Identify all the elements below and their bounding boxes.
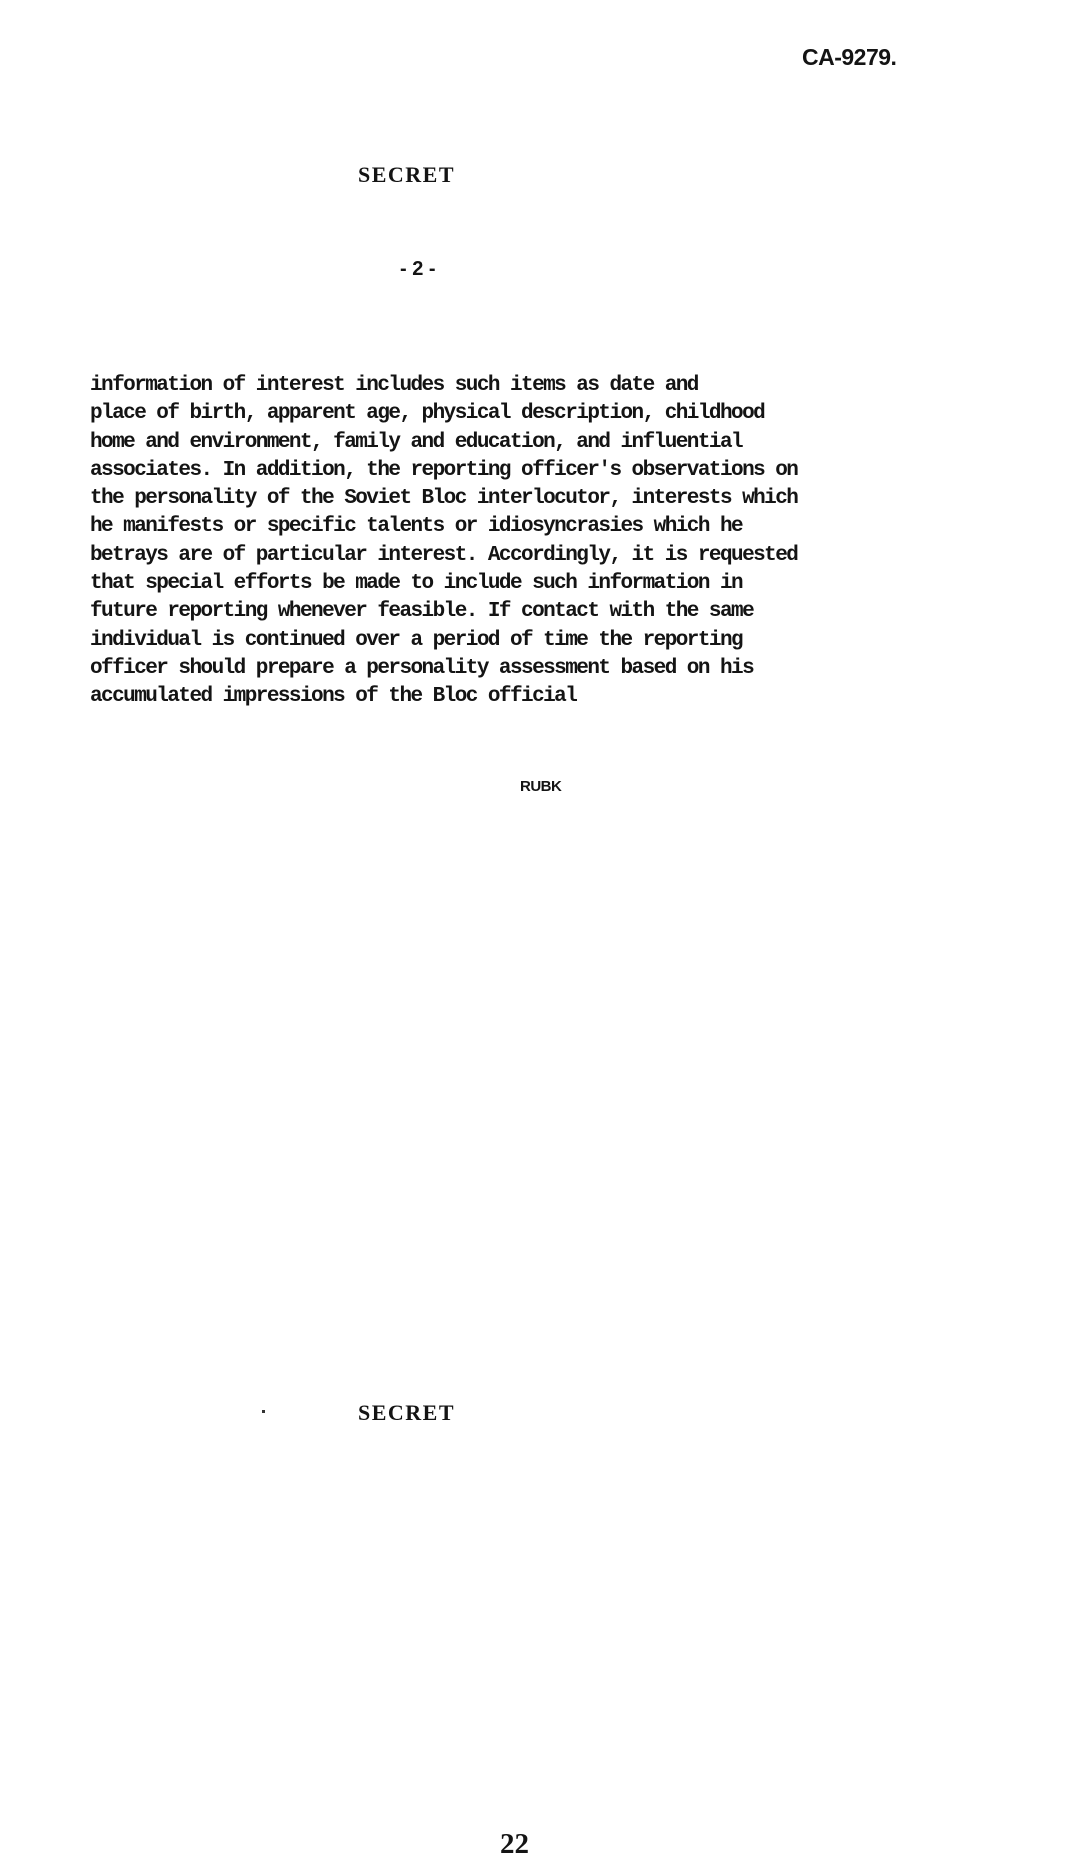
body-line: betrays are of particular interest. Accordingly, it is requested <box>90 543 798 567</box>
classification-marking-top: SECRET <box>358 162 456 187</box>
body-line: that special efforts be made to include such information in <box>90 572 743 596</box>
body-line: officer should prepare a personality assessment based on his <box>90 656 754 680</box>
stray-mark <box>262 1410 265 1413</box>
classification-marking-bottom: SECRET <box>358 1400 456 1425</box>
body-line: future reporting whenever feasible. If contact with the same <box>90 600 754 624</box>
body-line: accumulated impressions of the Bloc official <box>90 685 577 709</box>
body-line: individual is continued over a period of time the reporting <box>90 628 743 652</box>
document-reference-number: CA-9279. <box>802 44 897 70</box>
body-line: place of birth, apparent age, physical description, childhood <box>90 402 765 426</box>
body-line: associates. In addition, the reporting officer's observations on <box>90 458 798 482</box>
end-of-message-mark: RUBK <box>520 778 562 795</box>
body-line: the personality of the Soviet Bloc interlocutor, interests which <box>90 487 798 511</box>
body-line: he manifests or specific talents or idiosyncrasies which he <box>90 515 743 539</box>
body-line: home and environment, family and education, and influential <box>90 430 743 454</box>
body-line: information of interest includes such items as date and <box>90 374 698 397</box>
folio-number: 22 <box>500 1828 529 1860</box>
page-number: - 2 - <box>400 258 436 280</box>
body-paragraph <box>90 372 950 712</box>
